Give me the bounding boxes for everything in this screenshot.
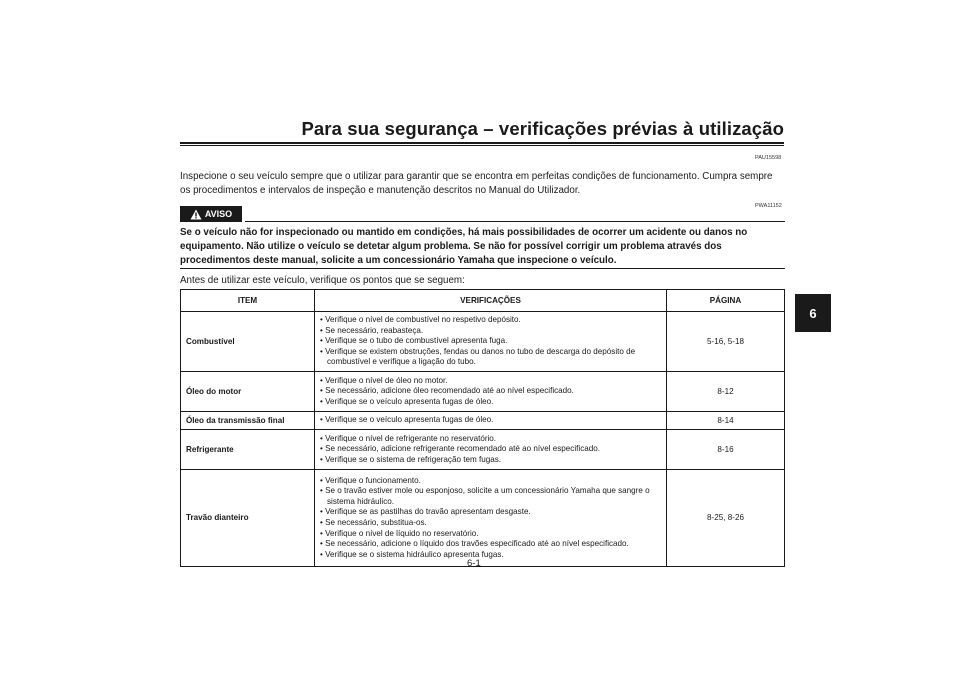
- page-number: 6-1: [467, 558, 481, 569]
- column-header-item: ITEM: [181, 290, 315, 312]
- table-row: [181, 312, 785, 372]
- item-cell: Combustível: [181, 312, 315, 372]
- column-header-checks: VERIFICAÇÕES: [315, 290, 667, 312]
- warning-triangle-icon: [190, 209, 202, 220]
- checks-cell: • Verifique o funcionamento. • Se o travão estiver mole ou esponjoso, solicite a um concessionário Yamaha que sangre o sistema hidráulico. • Verifique se as pastilhas do travão apresentam desgaste. • Se necessário, substitua-os. • Verifique o nível de líquido no reservatório. • Se necessário, adicione o líquido dos travões especificado até ao nível especificado. • Verifique se o sistema hidráulico apresenta fugas.: [315, 469, 667, 566]
- table-header-row: [181, 290, 785, 312]
- check-item: Verifique se as pastilhas do travão apresentam desgaste.: [325, 507, 531, 517]
- column-header-page: PÁGINA: [667, 290, 785, 312]
- check-item: Verifique se o sistema hidráulico apresenta fugas.: [325, 549, 504, 559]
- check-item: Verifique se o tubo de combustível apresenta fuga.: [325, 336, 508, 346]
- check-item: Se necessário, substitua-os.: [325, 517, 427, 527]
- item-cell: Óleo do motor: [181, 371, 315, 411]
- check-item: Verifique o nível de óleo no motor.: [325, 375, 448, 385]
- table-row: [181, 429, 785, 469]
- page-title: Para sua segurança – verificações prévias à utilização: [301, 118, 784, 139]
- warning-reference-code: PWA11152: [755, 203, 782, 209]
- check-item: Verifique o nível de refrigerante no reservatório.: [325, 433, 497, 443]
- intro-paragraph: Inspecione o seu veículo sempre que o utilizar para garantir que se encontra em perfeitas condições de funcionamento. Cumpra sempre os procedimentos e intervalos de inspeção e manutenção descritos no Manual do Utilizador.: [180, 171, 773, 196]
- check-item: Verifique se o veículo apresenta fugas de óleo.: [325, 415, 494, 425]
- chapter-tab[interactable]: 6: [795, 294, 831, 332]
- check-item: Se necessário, adicione óleo recomendado até ao nível especificado.: [325, 386, 574, 396]
- item-cell: Travão dianteiro: [181, 469, 315, 566]
- warning-badge: [180, 206, 242, 222]
- table-row: [181, 411, 785, 429]
- item-cell: Refrigerante: [181, 429, 315, 469]
- check-item: Se necessário, reabasteça.: [325, 325, 424, 335]
- check-item: Se o travão estiver mole ou esponjoso, solicite a um concessionário Yamaha que sangre o sistema hidráulico.: [325, 486, 650, 506]
- page-cell: 5-16, 5-18: [667, 312, 785, 372]
- checklist-intro: Antes de utilizar este veículo, verifique os pontos que se seguem:: [180, 275, 465, 286]
- intro-reference-code: PAU15598: [755, 155, 782, 161]
- checks-cell: • Verifique se o veículo apresenta fugas de óleo.: [315, 411, 667, 429]
- check-item: Se necessário, adicione refrigerante recomendado até ao nível especificado.: [325, 444, 601, 454]
- pre-operation-checklist-table: [180, 289, 785, 567]
- title-rule-thin: [180, 145, 784, 146]
- warning-text: Se o veículo não for inspecionado ou mantido em condições, há mais possibilidades de ocorrer um acidente ou danos no equipamento. Não utilize o veículo se detetar algum problema. Se não for possível corrigir um problema através dos procedimentos deste manual, solicite a um concessionário Yamaha que inspecione o veículo.: [180, 227, 748, 267]
- table-row: [181, 469, 785, 566]
- title-rule: [180, 142, 784, 144]
- check-item: Verifique o nível de combustível no respetivo depósito.: [325, 315, 521, 324]
- page-cell: 8-25, 8-26: [667, 469, 785, 566]
- warning-header-rule: [245, 221, 785, 222]
- page-cell: 8-14: [667, 411, 785, 429]
- checks-cell: • Verifique o nível de combustível no respetivo depósito. • Se necessário, reabasteça. • Verifique se o tubo de combustível apresenta fuga. • Verifique se existem obstruções, fendas ou danos no tubo de descarga do depósito de combustível e verifique a ligação do tubo.: [315, 312, 667, 372]
- item-cell: Óleo da transmissão final: [181, 411, 315, 429]
- checks-cell: • Verifique o nível de óleo no motor. • Se necessário, adicione óleo recomendado até ao nível especificado. • Verifique se o veículo apresenta fugas de óleo.: [315, 371, 667, 411]
- page-cell: 8-12: [667, 371, 785, 411]
- check-item: Verifique o funcionamento.: [325, 475, 421, 485]
- table-row: [181, 371, 785, 411]
- check-item: Se necessário, adicione o líquido dos travões especificado até ao nível especificado.: [325, 539, 629, 549]
- checks-cell: • Verifique o nível de refrigerante no reservatório. • Se necessário, adicione refrigerante recomendado até ao nível especificado. • Verifique se o sistema de refrigeração tem fugas.: [315, 429, 667, 469]
- check-item: Verifique se o sistema de refrigeração tem fugas.: [325, 454, 501, 464]
- check-item: Verifique se existem obstruções, fendas ou danos no tubo de descarga do depósito de combustível e verifique a ligação do tubo.: [325, 346, 636, 367]
- page-cell: 8-16: [667, 429, 785, 469]
- warning-bottom-rule: [180, 268, 785, 269]
- warning-badge-label: AVISO: [204, 209, 233, 219]
- check-item: Verifique o nível de líquido no reservatório.: [325, 528, 479, 538]
- check-item: Verifique se o veículo apresenta fugas de óleo.: [325, 396, 494, 406]
